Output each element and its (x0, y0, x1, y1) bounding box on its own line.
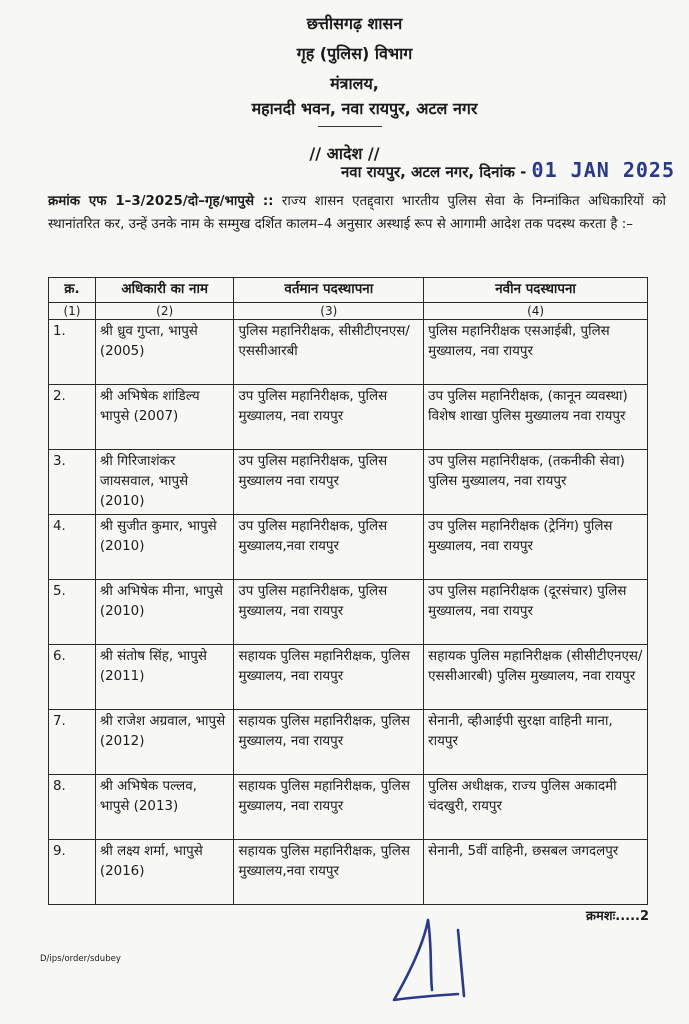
table-row (49, 710, 648, 775)
row-officer-name: श्री ध्रुव गुप्ता, भापुसे (2005) (95, 320, 234, 385)
department-name: गृह (पुलिस) विभाग (296, 44, 413, 63)
table-header-row (49, 278, 648, 303)
row-sno: 4. (49, 515, 96, 580)
row-new-posting: पुलिस महानिरीक्षक एसआईबी, पुलिस मुख्यालय, नवा रायपुर (424, 320, 648, 385)
row-officer-name: श्री लक्ष्य शर्मा, भापुसे (2016) (95, 840, 234, 905)
row-current-posting: उप पुलिस महानिरीक्षक, पुलिस मुख्यालय, नवा रायपुर (234, 580, 424, 645)
header-new-posting: नवीन पदस्थापना (424, 278, 648, 303)
row-sno: 5. (49, 580, 96, 645)
place-date (341, 158, 675, 182)
row-current-posting: उप पुलिस महानिरीक्षक, पुलिस मुख्यालय नवा रायपुर (234, 450, 424, 515)
table-row (49, 840, 648, 905)
table-colnum-row (49, 303, 648, 320)
row-sno: 7. (49, 710, 96, 775)
row-current-posting: उप पुलिस महानिरीक्षक, पुलिस मुख्यालय,नवा रायपुर (234, 515, 424, 580)
row-officer-name: श्री सुजीत कुमार, भापुसे (2010) (95, 515, 234, 580)
order-reference: क्रमांक एफ 1–3/2025/दो–गृह/भापुसे :: (48, 194, 274, 209)
row-sno: 3. (49, 450, 96, 515)
row-current-posting: पुलिस महानिरीक्षक, सीसीटीएनएस/एससीआरबी (234, 320, 424, 385)
file-reference: D/ips/order/sdubey (40, 954, 121, 964)
header-current-posting: वर्तमान पदस्थापना (234, 278, 424, 303)
row-current-posting: उप पुलिस महानिरीक्षक, पुलिस मुख्यालय, नवा रायपुर (234, 385, 424, 450)
table-row (49, 515, 648, 580)
row-officer-name: श्री अभिषेक शांडिल्य भापुसे (2007) (95, 385, 234, 450)
colnum-4: (4) (424, 303, 648, 320)
row-new-posting: उप पुलिस महानिरीक्षक (ट्रेनिंग) पुलिस मुख्यालय, नवा रायपुर (424, 515, 648, 580)
table-row (49, 450, 648, 515)
place-date-prefix: नवा रायपुर, अटल नगर, दिनांक - (340, 163, 527, 181)
row-officer-name: श्री गिरिजाशंकर जायसवाल, भापुसे (2010) (95, 450, 234, 515)
row-new-posting: उप पुलिस महानिरीक्षक (दूरसंचार) पुलिस मुख्यालय, नवा रायपुर (424, 580, 648, 645)
row-sno: 1. (49, 320, 96, 385)
table-row (49, 320, 648, 385)
signature (388, 912, 478, 1012)
order-body: राज्य शासन एतद्द्वारा भारतीय पुलिस सेवा के निम्नांकित अधिकारियों को स्थानांतरित कर, उन्हें उनके नाम के सम्मुख दर्शित कालम–4 अनुसार अस्थाई रूप से आगामी आदेश तक पदस्थ करता है :– (48, 194, 666, 232)
header-officer-name: अधिकारी का नाम (95, 278, 234, 303)
row-officer-name: श्री संतोष सिंह, भापुसे (2011) (95, 645, 234, 710)
transfer-table (48, 277, 648, 905)
row-new-posting: सहायक पुलिस महानिरीक्षक (सीसीटीएनएस/एससीआरबी) पुलिस मुख्यालय, नवा रायपुर (424, 645, 648, 710)
office-address: महानदी भवन, नवा रायपुर, अटल नगर (251, 99, 478, 118)
row-officer-name: श्री अभिषेक पल्लव, भापुसे (2013) (95, 775, 234, 840)
row-new-posting: उप पुलिस महानिरीक्षक, (कानून व्यवस्था) विशेष शाखा पुलिस मुख्यालय नवा रायपुर (424, 385, 648, 450)
row-new-posting: सेनानी, व्हीआईपी सुरक्षा वाहिनी माना, रायपुर (424, 710, 648, 775)
table-row (49, 645, 648, 710)
row-current-posting: सहायक पुलिस महानिरीक्षक, पुलिस मुख्यालय, नवा रायपुर (234, 710, 424, 775)
row-new-posting: सेनानी, 5वीं वाहिनी, छसबल जगदलपुर (424, 840, 648, 905)
date-stamp: 01 JAN 2025 (531, 158, 675, 182)
row-current-posting: सहायक पुलिस महानिरीक्षक, पुलिस मुख्यालय, नवा रायपुर (234, 645, 424, 710)
row-sno: 6. (49, 645, 96, 710)
govt-name: छत्तीसगढ़ शासन (306, 14, 403, 33)
table-row (49, 580, 648, 645)
order-intro (48, 190, 666, 236)
row-sno: 2. (49, 385, 96, 450)
colnum-1: (1) (49, 303, 96, 320)
colnum-3: (3) (234, 303, 424, 320)
colnum-2: (2) (95, 303, 234, 320)
row-new-posting: पुलिस अधीक्षक, राज्य पुलिस अकादमी चंदखुरी, रायपुर (424, 775, 648, 840)
continued-marker: क्रमशः.....2 (586, 909, 649, 924)
order-title: // आदेश // (309, 144, 380, 163)
row-sno: 9. (49, 840, 96, 905)
row-current-posting: सहायक पुलिस महानिरीक्षक, पुलिस मुख्यालय,नवा रायपुर (234, 840, 424, 905)
table-row (49, 385, 648, 450)
ministry-name: मंत्रालय, (330, 74, 379, 93)
table-row (49, 775, 648, 840)
row-new-posting: उप पुलिस महानिरीक्षक, (तकनीकी सेवा) पुलिस मुख्यालय, नवा रायपुर (424, 450, 648, 515)
row-officer-name: श्री राजेश अग्रवाल, भापुसे (2012) (95, 710, 234, 775)
row-sno: 8. (49, 775, 96, 840)
header-divider (318, 126, 382, 127)
header-sno: क्र. (49, 278, 96, 303)
row-current-posting: सहायक पुलिस महानिरीक्षक, पुलिस मुख्यालय, नवा रायपुर (234, 775, 424, 840)
row-officer-name: श्री अभिषेक मीना, भापुसे (2010) (95, 580, 234, 645)
